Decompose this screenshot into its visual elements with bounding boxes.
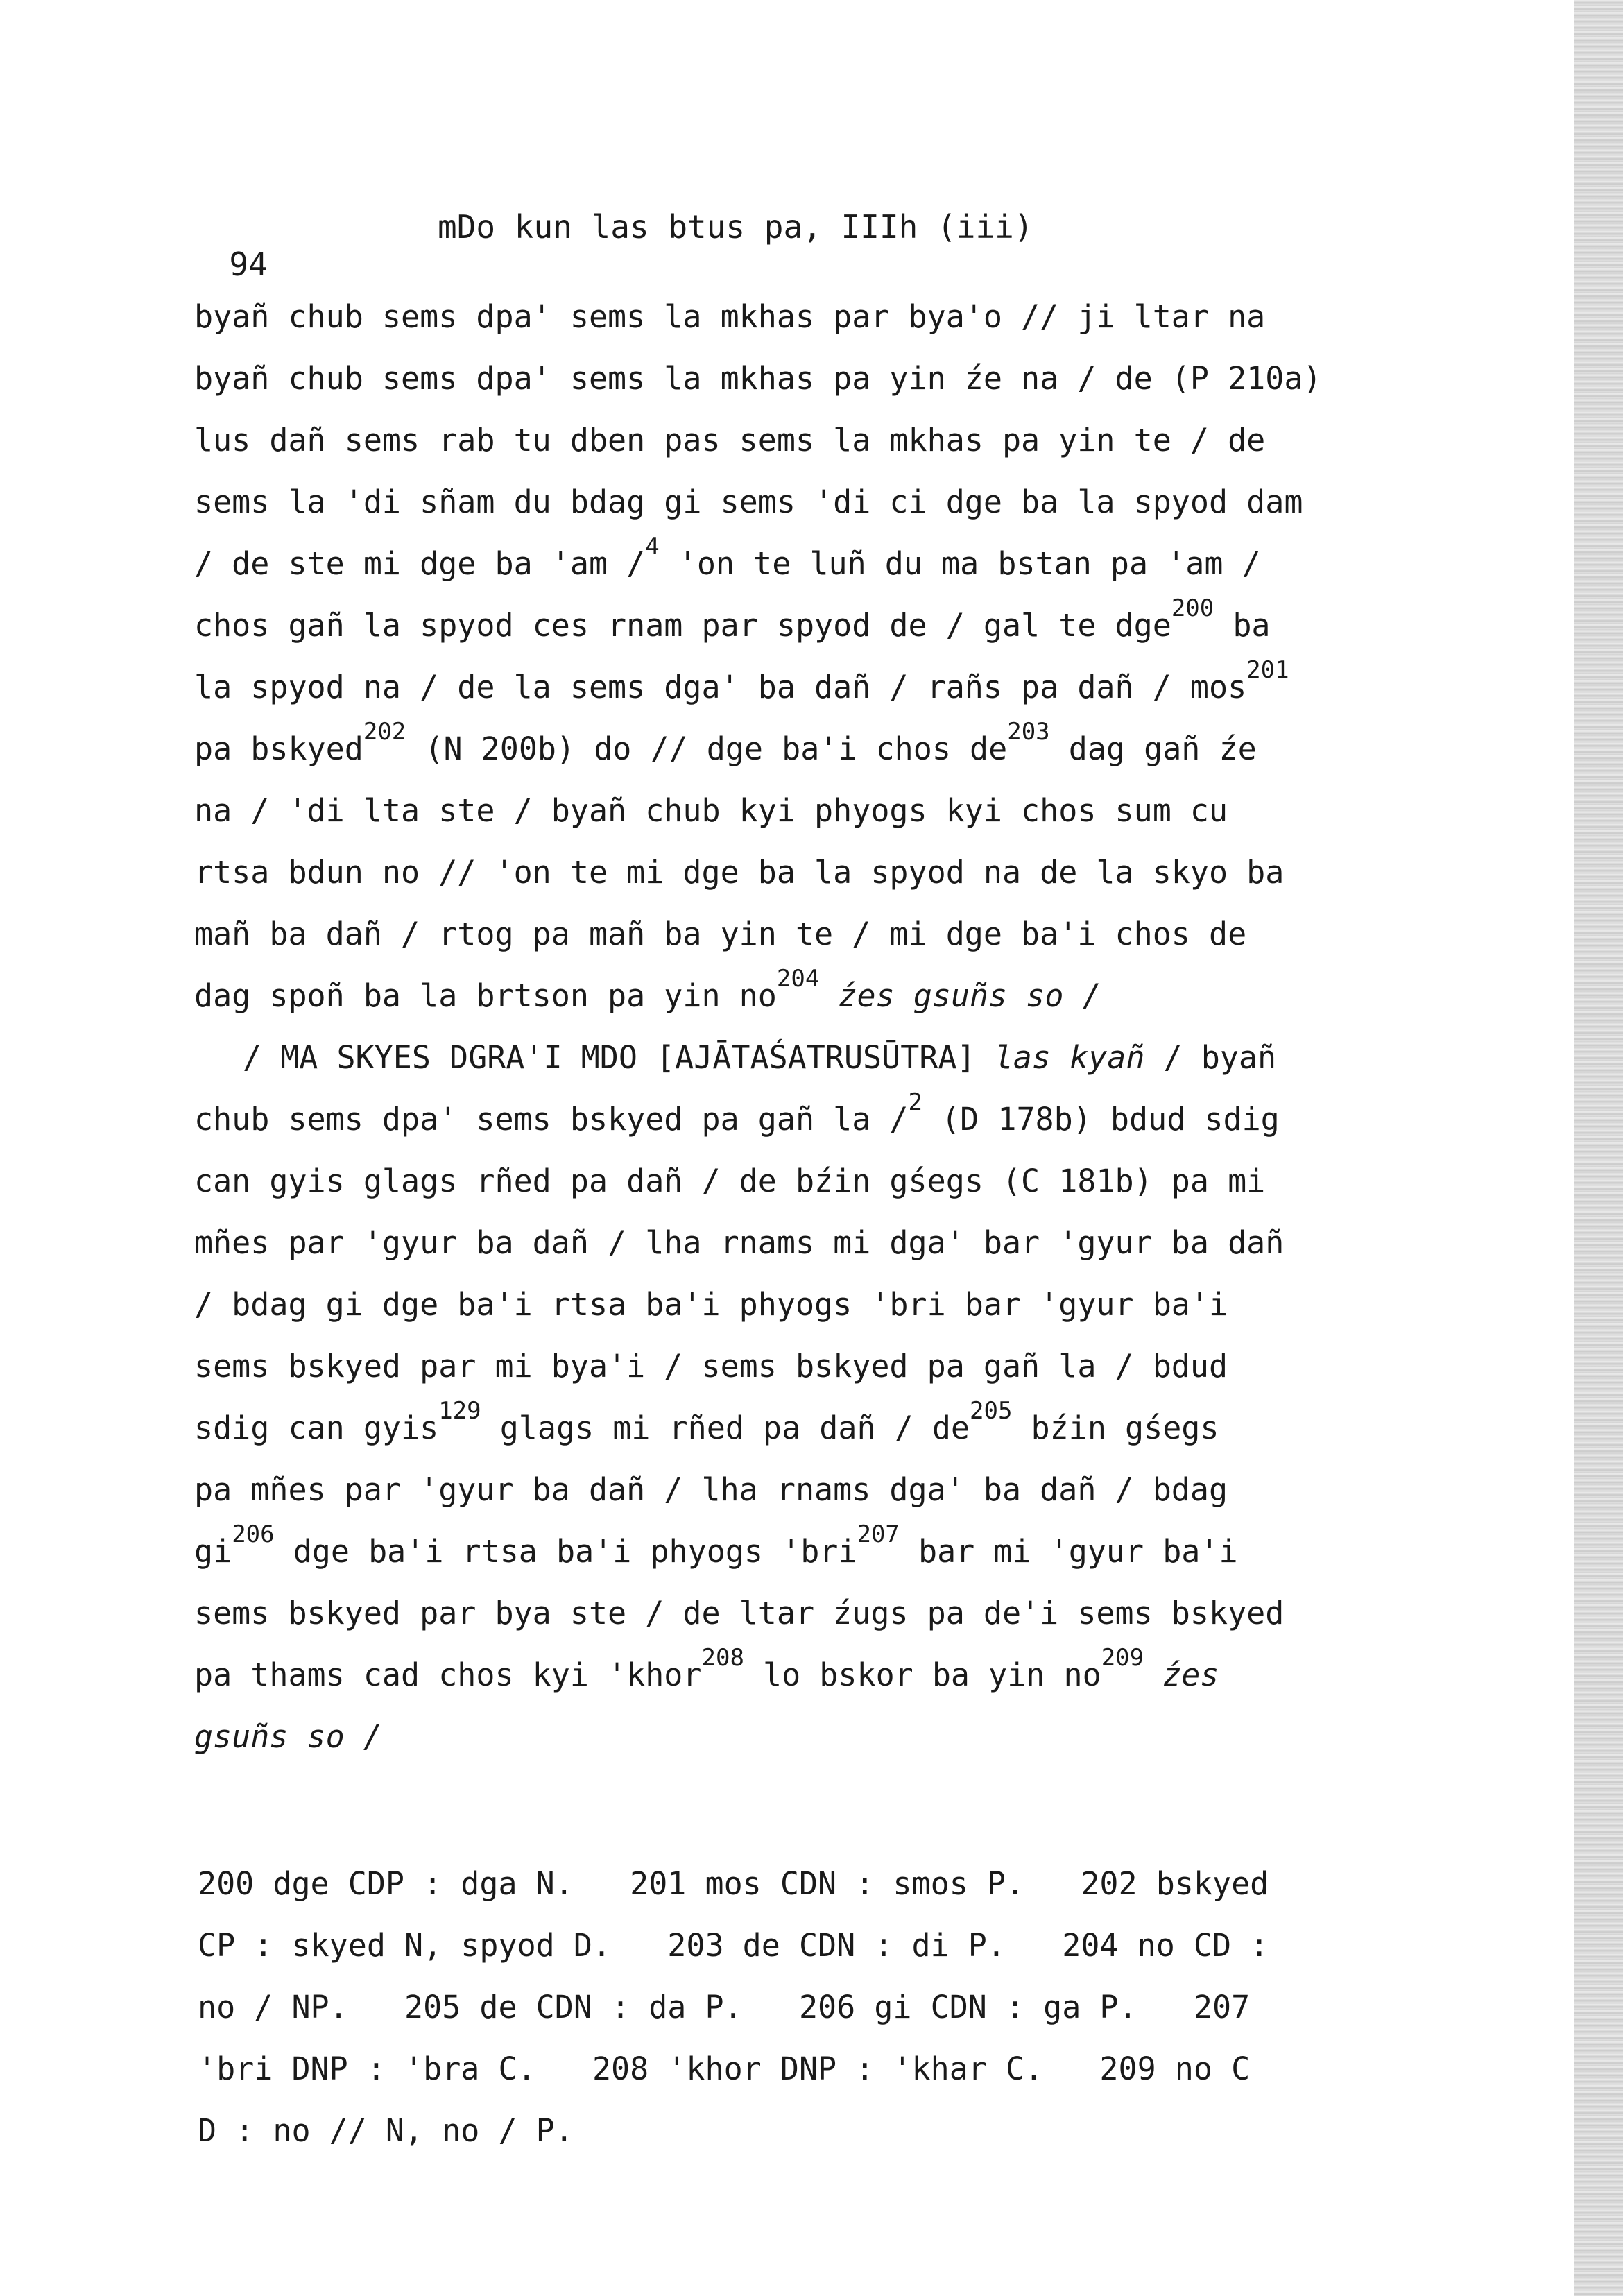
text-segment: gi bbox=[194, 1533, 232, 1570]
footnote-marker: 204 bbox=[776, 965, 820, 993]
text-line bbox=[194, 965, 1484, 1027]
text-segment: lo bskor ba yin no bbox=[744, 1656, 1101, 1693]
footnote-marker: 4 bbox=[645, 533, 660, 561]
footnote-line: no / NP. 205 de CDN : da P. 206 gi CDN : ga P. 207 bbox=[198, 1989, 1251, 2025]
footnote-line: CP : skyed N, spyod D. 203 de CDN : di P. 204 no CD : bbox=[198, 1927, 1269, 1964]
text-segment: dge ba'i rtsa ba'i phyogs 'bri bbox=[274, 1533, 857, 1570]
text-line: mñes par 'gyur ba dañ / lha rnams mi dga' bar 'gyur ba dañ bbox=[194, 1224, 1285, 1261]
text-segment: / de ste mi dge ba 'am / bbox=[194, 545, 646, 582]
text-line: sems bskyed par mi bya'i / sems bskyed pa gañ la / bdud bbox=[194, 1348, 1228, 1385]
text-line: / bdag gi dge ba'i rtsa ba'i phyogs 'bri bar 'gyur ba'i bbox=[194, 1286, 1228, 1323]
footnote-line: D : no // N, no / P. bbox=[198, 2112, 574, 2149]
text-line: sems bskyed par bya ste / de ltar źugs pa de'i sems bskyed bbox=[194, 1595, 1285, 1631]
text-line: byañ chub sems dpa' sems la mkhas pa yin źe na / de (P 210a) bbox=[194, 360, 1322, 397]
text-segment: glags mi rñed pa dañ / de bbox=[481, 1410, 970, 1446]
footnote-marker: 200 bbox=[1171, 594, 1214, 623]
page-number: 94 bbox=[229, 246, 268, 283]
text-segment: ba bbox=[1214, 607, 1271, 644]
text-line: lus dañ sems rab tu dben pas sems la mkhas pa yin te / de bbox=[194, 422, 1266, 459]
text-line bbox=[194, 594, 1484, 656]
text-line: mañ ba dañ / rtog pa mañ ba yin te / mi dge ba'i chos de bbox=[194, 916, 1247, 952]
text-segment: / MA SKYES DGRA'I MDO [AJĀTAŚATRUSŪTRA] bbox=[243, 1039, 995, 1076]
footnote-line: 'bri DNP : 'bra C. 208 'khor DNP : 'khar C. 209 no C bbox=[198, 2050, 1251, 2087]
text-segment: bźin gśegs bbox=[1012, 1410, 1219, 1446]
text-segment: bar mi 'gyur ba'i bbox=[899, 1533, 1238, 1570]
text-line: can gyis glags rñed pa dañ / de bźin gśegs (C 181b) pa mi bbox=[194, 1163, 1266, 1199]
text-line bbox=[194, 718, 1484, 780]
text-line bbox=[194, 1644, 1484, 1706]
text-segment: chub sems dpa' sems bskyed pa gañ la / bbox=[194, 1101, 909, 1138]
text-line: sems la 'di sñam du bdag gi sems 'di ci dge ba la spyod dam bbox=[194, 483, 1303, 520]
text-segment: pa bskyed bbox=[194, 730, 363, 767]
text-segment: sdig can gyis bbox=[194, 1410, 439, 1446]
footnote-marker: 203 bbox=[1007, 718, 1050, 746]
scan-edge-shadow bbox=[1574, 0, 1623, 2296]
text-line: gsuñs so / bbox=[194, 1718, 382, 1755]
italic-segment: źes bbox=[1144, 1656, 1219, 1693]
text-segment: dag gañ źe bbox=[1049, 730, 1257, 767]
text-segment: (N 200b) do // dge ba'i chos de bbox=[406, 730, 1008, 767]
text-line bbox=[194, 656, 1484, 718]
text-segment: / byañ bbox=[1144, 1039, 1277, 1076]
text-line bbox=[194, 1397, 1484, 1459]
text-line: pa mñes par 'gyur ba dañ / lha rnams dga' ba dañ / bdag bbox=[194, 1471, 1228, 1508]
italic-segment: źes gsuñs so / bbox=[819, 977, 1101, 1014]
text-line bbox=[194, 1520, 1484, 1582]
text-line: byañ chub sems dpa' sems la mkhas par bya'o // ji ltar na bbox=[194, 298, 1266, 335]
footnote-marker: 201 bbox=[1246, 656, 1289, 685]
text-line bbox=[194, 1088, 1484, 1150]
text-segment: (D 178b) bdud sdig bbox=[922, 1101, 1280, 1138]
text-line: rtsa bdun no // 'on te mi dge ba la spyod na de la skyo ba bbox=[194, 854, 1285, 891]
text-line bbox=[194, 533, 1484, 594]
italic-segment: las kyañ bbox=[994, 1039, 1145, 1076]
running-title: mDo kun las btus pa, IIIh (iii) bbox=[438, 208, 1033, 246]
footnote-marker: 205 bbox=[970, 1397, 1013, 1425]
text-segment: 'on te luñ du ma bstan pa 'am / bbox=[659, 545, 1261, 582]
text-line bbox=[194, 1027, 1484, 1088]
text-segment: la spyod na / de la sems dga' ba dañ / rañs pa dañ / mos bbox=[194, 669, 1247, 705]
text-segment: chos gañ la spyod ces rnam par spyod de / gal te dge bbox=[194, 607, 1171, 644]
footnote-marker: 129 bbox=[438, 1397, 481, 1425]
text-segment: pa thams cad chos kyi 'khor bbox=[194, 1656, 702, 1693]
footnote-marker: 2 bbox=[908, 1088, 922, 1117]
footnote-line: 200 dge CDP : dga N. 201 mos CDN : smos P. 202 bskyed bbox=[198, 1865, 1269, 1902]
footnote-marker: 207 bbox=[857, 1520, 900, 1549]
footnotes bbox=[198, 1852, 1488, 2161]
main-text bbox=[194, 286, 1484, 1767]
footnote-marker: 206 bbox=[232, 1520, 275, 1549]
footnote-marker: 208 bbox=[701, 1644, 744, 1672]
footnote-marker: 209 bbox=[1101, 1644, 1144, 1672]
text-segment: dag spoñ ba la brtson pa yin no bbox=[194, 977, 777, 1014]
footnote-marker: 202 bbox=[363, 718, 406, 746]
text-line: na / 'di lta ste / byañ chub kyi phyogs kyi chos sum cu bbox=[194, 792, 1228, 829]
